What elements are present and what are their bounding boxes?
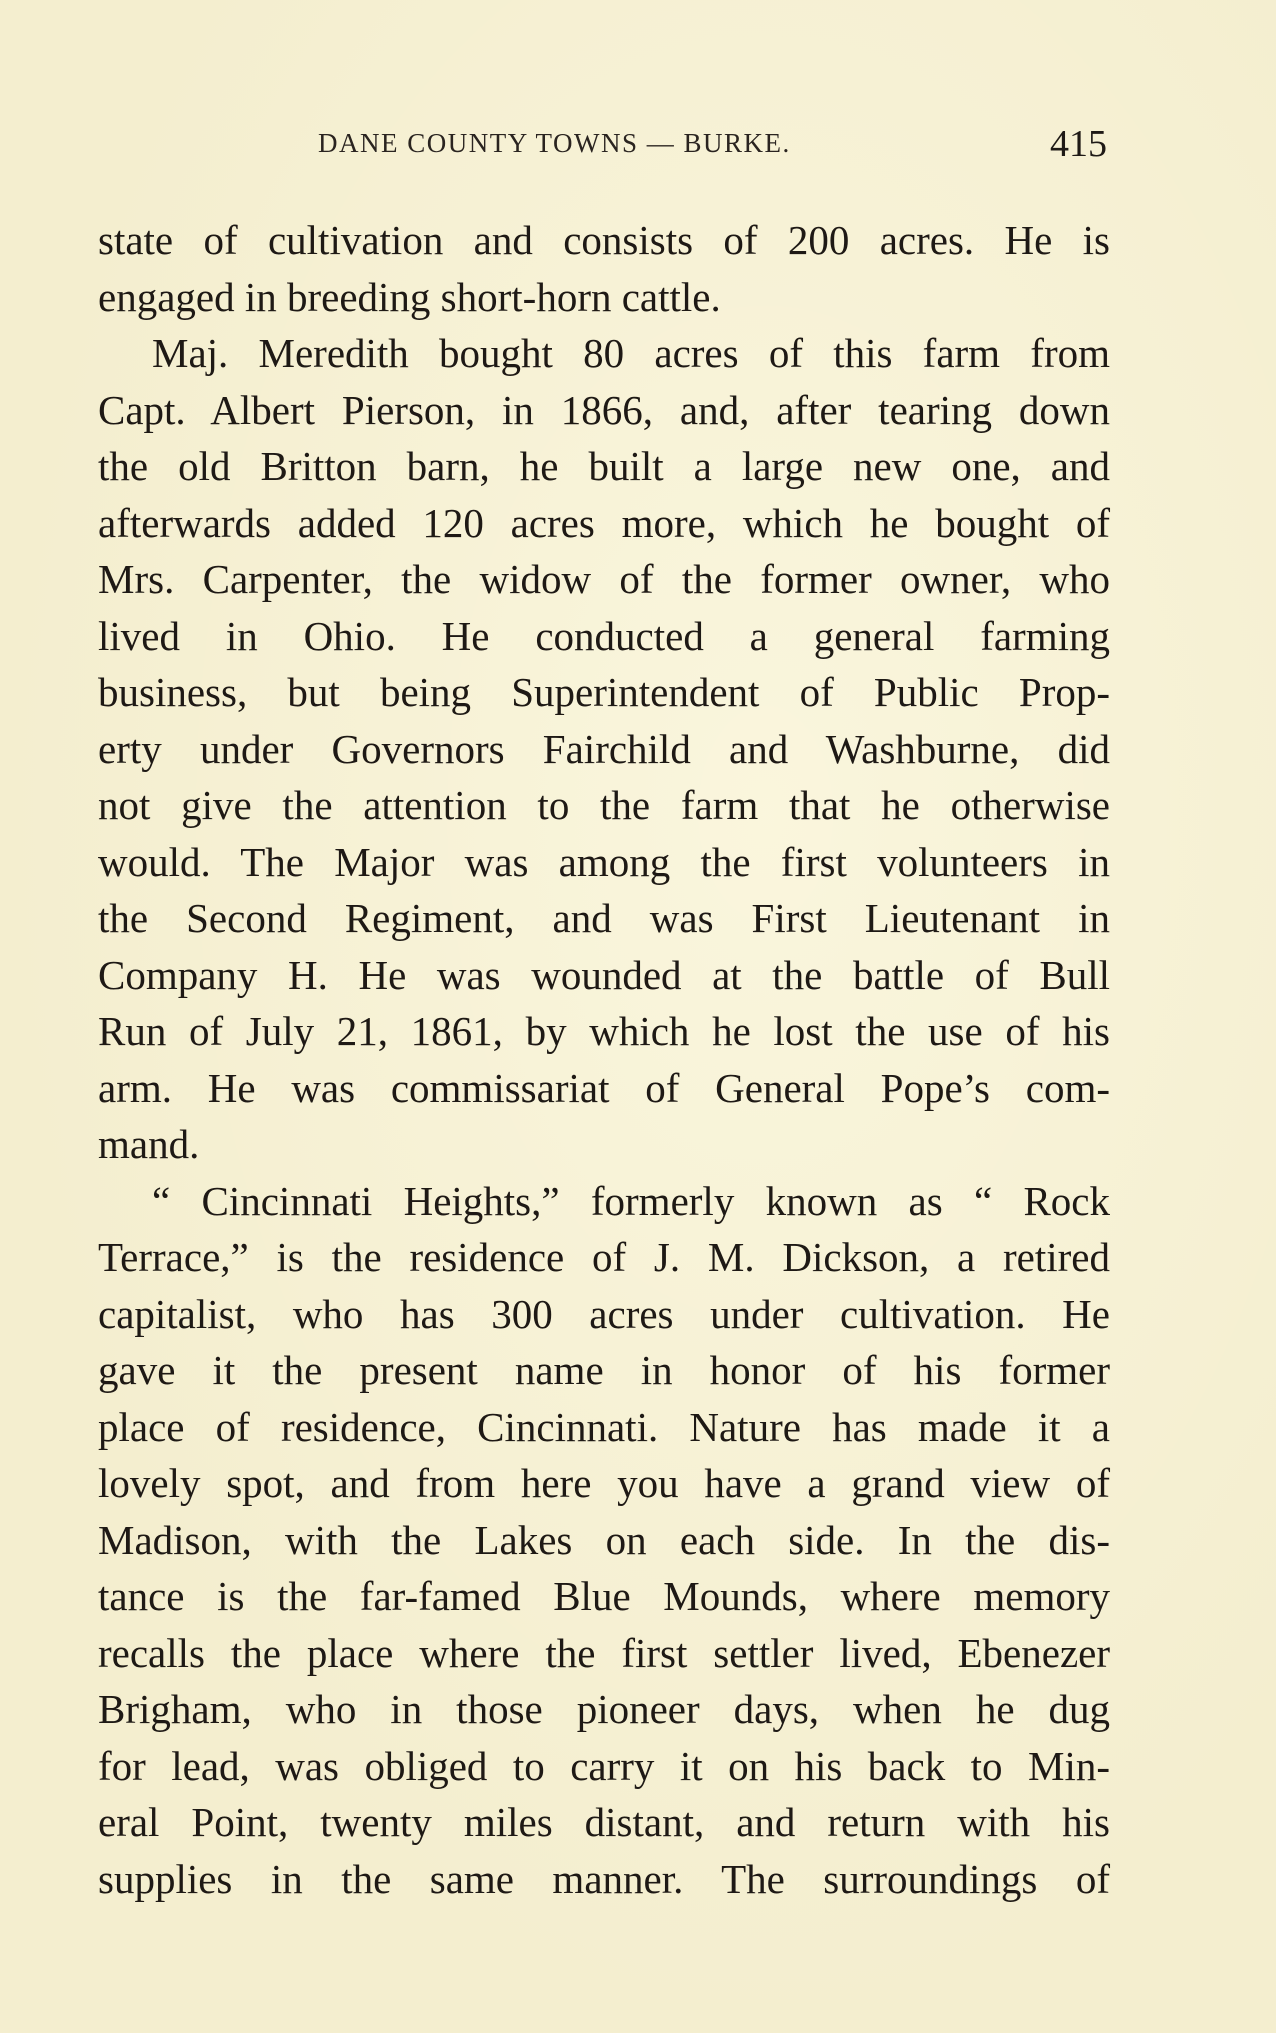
- text-line: Terrace,” is the residence of J. M. Dickson, a retired: [98, 1234, 1110, 1280]
- text-line: the old Britton barn, he built a large new one, and: [98, 443, 1110, 489]
- text-line: lovely spot, and from here you have a grand view of: [98, 1460, 1110, 1506]
- text-line: recalls the place where the first settler lived, Ebenezer: [98, 1629, 1110, 1676]
- text-line: place of residence, Cincinnati. Nature has made it a: [98, 1403, 1110, 1450]
- text-line: for lead, was obliged to carry it on his back to Min-: [98, 1742, 1110, 1789]
- text-line: supplies in the same manner. The surroundings of: [98, 1855, 1110, 1902]
- text-line: the Second Regiment, and was First Lieutenant in: [98, 895, 1110, 941]
- text-line: Run of July 21, 1861, by which he lost the use of his: [98, 1008, 1110, 1054]
- text-line: business, but being Superintendent of Public Prop-: [98, 669, 1110, 715]
- text-line: erty under Governors Fairchild and Washburne, did: [98, 725, 1110, 772]
- text-line: tance is the far-famed Blue Mounds, where memory: [98, 1573, 1110, 1619]
- text-line: Madison, with the Lakes on each side. In the dis-: [98, 1516, 1110, 1563]
- text-line: engaged in breeding short-horn cattle.: [98, 273, 721, 320]
- page-number: 415: [1050, 123, 1107, 165]
- text-line: Company H. He was wounded at the battle of Bull: [98, 951, 1110, 998]
- text-line: Mrs. Carpenter, the widow of the former owner, who: [98, 556, 1110, 602]
- body-text: [98, 212, 1110, 1907]
- text-line: Capt. Albert Pierson, in 1866, and, after tearing down: [98, 386, 1110, 433]
- text-line: eral Point, twenty miles distant, and return with his: [98, 1799, 1110, 1845]
- text-line: “ Cincinnati Heights,” formerly known as “ Rock: [152, 1177, 1110, 1224]
- text-line: arm. He was commissariat of General Pope’s com-: [98, 1064, 1110, 1111]
- text-line: Maj. Meredith bought 80 acres of this farm from: [152, 330, 1110, 376]
- text-line: Brigham, who in those pioneer days, when he dug: [98, 1686, 1110, 1732]
- text-line: gave it the present name in honor of his former: [98, 1347, 1110, 1393]
- text-line: afterwards added 120 acres more, which he bought of: [98, 499, 1110, 546]
- text-line: mand.: [98, 1121, 200, 1167]
- text-line: lived in Ohio. He conducted a general farming: [98, 612, 1110, 659]
- text-line: state of cultivation and consists of 200 acres. He is: [98, 217, 1110, 263]
- running-head: DANE COUNTY TOWNS — BURKE.: [318, 128, 791, 158]
- text-line: not give the attention to the farm that he otherwise: [98, 782, 1110, 828]
- text-line: capitalist, who has 300 acres under cultivation. He: [98, 1290, 1110, 1337]
- text-line: would. The Major was among the first volunteers in: [98, 838, 1110, 885]
